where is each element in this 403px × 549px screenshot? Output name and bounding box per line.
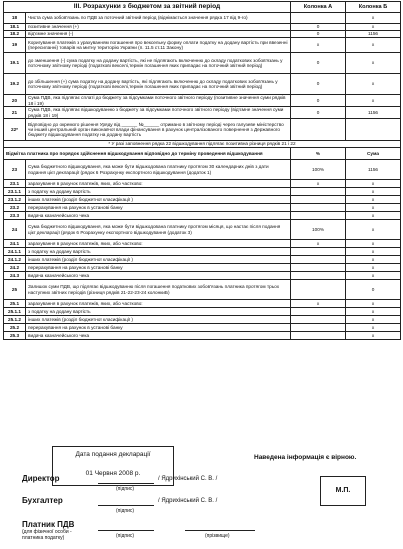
- row-description: Сума ПДВ, яка підлягає сплаті до бюджету за підсумками поточного звітного періоду (позитивне значення суми рядків 18 і 19): [26, 95, 291, 107]
- column-b-header: Колонка Б: [346, 2, 401, 13]
- row-number: 23: [4, 160, 26, 180]
- director-signature-line: [98, 483, 154, 484]
- stamp-box: М.П.: [320, 476, 366, 506]
- column-b-value: х: [346, 332, 401, 340]
- payer-signature-hint: (підпис): [116, 533, 135, 539]
- reliability-statement: Наведена інформація є вірною.: [254, 454, 357, 461]
- row-number: 24.1.1: [4, 248, 26, 256]
- director-name: / Ядрихінський С. В. /: [158, 476, 218, 482]
- row-description: перерахування на рахунок в установі банку: [26, 204, 291, 212]
- column-a-value: х: [291, 300, 346, 308]
- payer-label: Платник ПДВ: [22, 520, 75, 529]
- payer-signature-line: [98, 530, 154, 531]
- row-description: Сума ПДВ, яка підлягає відшкодуванню з бюджету за підсумками поточного звітного періоду (від'ємне значення суми рядків 18 і 19): [26, 107, 291, 119]
- row-number: 23.1: [4, 180, 26, 188]
- row-number: 25.1.1: [4, 308, 26, 316]
- row-description: Сума бюджетного відшкодування, яка може бути відшкодована платнику протягом 30 календарних днів з дати подання цієї декларації (рядок 6 Розрахунку експортного відшкодування (додаток 1): [26, 160, 291, 180]
- column-b-value: х: [346, 248, 401, 256]
- column-b-value: 1156: [346, 160, 401, 180]
- row-description: видача казначейського чека: [26, 272, 291, 280]
- column-b-value: х: [346, 264, 401, 272]
- row-number: 25.1: [4, 300, 26, 308]
- row-description: до збільшення (+) сума податку на додану вартість, які підлягають включенню до складу податкових зобов'язань у поточному звітному періоді (податкові векселі,термін погашення яких припадає на поточний звітний період): [26, 74, 291, 95]
- column-a-value: 0: [291, 53, 346, 74]
- percent-header: %: [291, 148, 346, 160]
- row-number: 24.1.2: [4, 256, 26, 264]
- row-number: 25: [4, 280, 26, 300]
- column-b-value: х: [346, 74, 401, 95]
- row-description: з податку на додану вартість: [26, 248, 291, 256]
- row-number: 19.1: [4, 53, 26, 74]
- row-description: перерахування на рахунок в установі банку: [26, 264, 291, 272]
- accountant-signature-hint: (підпис): [116, 508, 135, 514]
- row-number: 23.3: [4, 212, 26, 220]
- accountant-signature-line: [98, 505, 154, 506]
- row-description: інших платежів (розділ бюджетної класифікації ): [26, 316, 291, 324]
- row-number: 18: [4, 13, 26, 24]
- row-number: 18.2: [4, 31, 26, 38]
- column-b-value: х: [346, 188, 401, 196]
- refund-subheader: Відмітка платника про порядок здійснення відшкодування відповідно до терміну проведення відшкодування: [4, 148, 291, 160]
- row-number: 19.2: [4, 74, 26, 95]
- row-description: інших платежів (розділ бюджетної класифікації ): [26, 196, 291, 204]
- column-b-value: х: [346, 180, 401, 188]
- row-description: інших платежів (розділ бюджетної класифікації ): [26, 256, 291, 264]
- row-description: Відповідно до окремого рішення Уряду від ______ №______ отримано в звітному періоді через галузеве міністерство чи інший центральний орган виконавчої влади фінансування в рахунок централізованого повернення з Державного бюджету відшкодування податку на додану вартість: [26, 119, 291, 141]
- row-number: 20: [4, 95, 26, 107]
- column-b-value: х: [346, 53, 401, 74]
- row-description: видача казначейського чека: [26, 332, 291, 340]
- payer-surname-hint: (прізвище): [205, 533, 230, 539]
- row-number: 21: [4, 107, 26, 119]
- row-number: 24.1: [4, 240, 26, 248]
- column-a-header: Колонка А: [291, 2, 346, 13]
- column-b-value: х: [346, 95, 401, 107]
- column-b-value: 1156: [346, 107, 401, 119]
- column-b-value: х: [346, 220, 401, 240]
- section-title: III. Розрахунки з бюджетом за звітний період: [4, 2, 291, 13]
- column-b-value: х: [346, 24, 401, 31]
- row-number: 24: [4, 220, 26, 240]
- director-signature-hint: (підпис): [116, 486, 135, 492]
- row-description: перерахування на рахунок в установі банку: [26, 324, 291, 332]
- column-b-value: 0: [346, 280, 401, 300]
- row-number: 19: [4, 38, 26, 53]
- row-description: позитивне значення (+): [26, 24, 291, 31]
- row-number: 25.2: [4, 324, 26, 332]
- row-description: до зменшення (-) сума податку на додану вартість, які не підлягають включенню до складу податкових зобов'язань у поточному звітному періоді (податкові векселі,термін погашення яких припадає на поточний звітний період): [26, 53, 291, 74]
- row-footnote: * У разі заповнення рядка 22 відшкодування підлягає позитивна різниця рядків 21 і 22: [4, 141, 401, 148]
- column-a-value: 0: [291, 74, 346, 95]
- column-b-value: х: [346, 38, 401, 53]
- column-b-value: х: [346, 316, 401, 324]
- row-description: від'ємне значення (-): [26, 31, 291, 38]
- row-number: 23.1.1: [4, 188, 26, 196]
- column-b-value: х: [346, 324, 401, 332]
- column-b-value: х: [346, 256, 401, 264]
- sum-header: Сума: [346, 148, 401, 160]
- column-b-value: х: [346, 13, 401, 24]
- column-a-value: 0: [291, 107, 346, 119]
- row-description: видача казначейського чека: [26, 212, 291, 220]
- row-number: 23.2: [4, 204, 26, 212]
- column-b-value: х: [346, 212, 401, 220]
- row-number: 25.3: [4, 332, 26, 340]
- column-a-value: 0: [291, 24, 346, 31]
- column-b-value: х: [346, 308, 401, 316]
- row-description: зарахування в рахунок платежів, яких, або частково:: [26, 240, 291, 248]
- payer-surname-line: [185, 530, 255, 531]
- row-number: 24.3: [4, 272, 26, 280]
- row-description: зарахування в рахунок платежів, яких, або частково:: [26, 180, 291, 188]
- column-a-value: 100%: [291, 220, 346, 240]
- row-description: Залишок суми ПДВ, що підлягає відшкодуванню після погашення податкових зобов'язань платника протягом трьох наступних звітних періодів (різниця рядків 21-22-23-24 колонкиБ): [26, 280, 291, 300]
- row-description: зарахування в рахунок платежів, яких, або частково:: [26, 300, 291, 308]
- row-description: Сума бюджетного відшкодування, яка може бути відшкодована платнику протягом місяця, що настає після подання цієї декларації (рядок 6 Розрахунку експортного відшкодування (додаток 3): [26, 220, 291, 240]
- column-b-value: х: [346, 204, 401, 212]
- row-number: 22*: [4, 119, 26, 141]
- row-description: Чиста сума зобов'язань по ПДВ за поточний звітний період (віднімається значення рядка 17 від 9-го): [26, 13, 291, 24]
- column-b-value: х: [346, 240, 401, 248]
- column-a-value: х: [291, 240, 346, 248]
- row-number: 25.1.2: [4, 316, 26, 324]
- column-b-value: 1156: [346, 31, 401, 38]
- column-b-value: х: [346, 272, 401, 280]
- row-description: Коригування платежів з урахуванням погашення про вексельну форму оплати податку на додану вартість при ввезенні (пересиланні) товарів на митну територію України (п. 11.5 ст.11 Закону): [26, 38, 291, 53]
- column-a-value: 100%: [291, 160, 346, 180]
- submission-date-value: 01 Червня 2008 р.: [85, 470, 141, 477]
- column-a-value: 0: [291, 31, 346, 38]
- payer-note: (для фізичної особи - платника податку): [22, 529, 72, 541]
- row-number: 23.1.2: [4, 196, 26, 204]
- column-a-value: 0: [291, 95, 346, 107]
- submission-date-label: Дата подання декларації: [75, 451, 151, 458]
- director-label: Директор: [22, 474, 60, 483]
- column-a-value: х: [291, 180, 346, 188]
- row-number: 24.2: [4, 264, 26, 272]
- accountant-label: Бухгалтер: [22, 496, 63, 505]
- accountant-name: / Ядрихінський С. В. /: [158, 498, 218, 504]
- row-number: 18.1: [4, 24, 26, 31]
- row-description: з податку на додану вартість: [26, 308, 291, 316]
- row-description: з податку на додану вартість: [26, 188, 291, 196]
- column-b-value: х: [346, 196, 401, 204]
- column-a-value: х: [291, 38, 346, 53]
- column-b-value: х: [346, 300, 401, 308]
